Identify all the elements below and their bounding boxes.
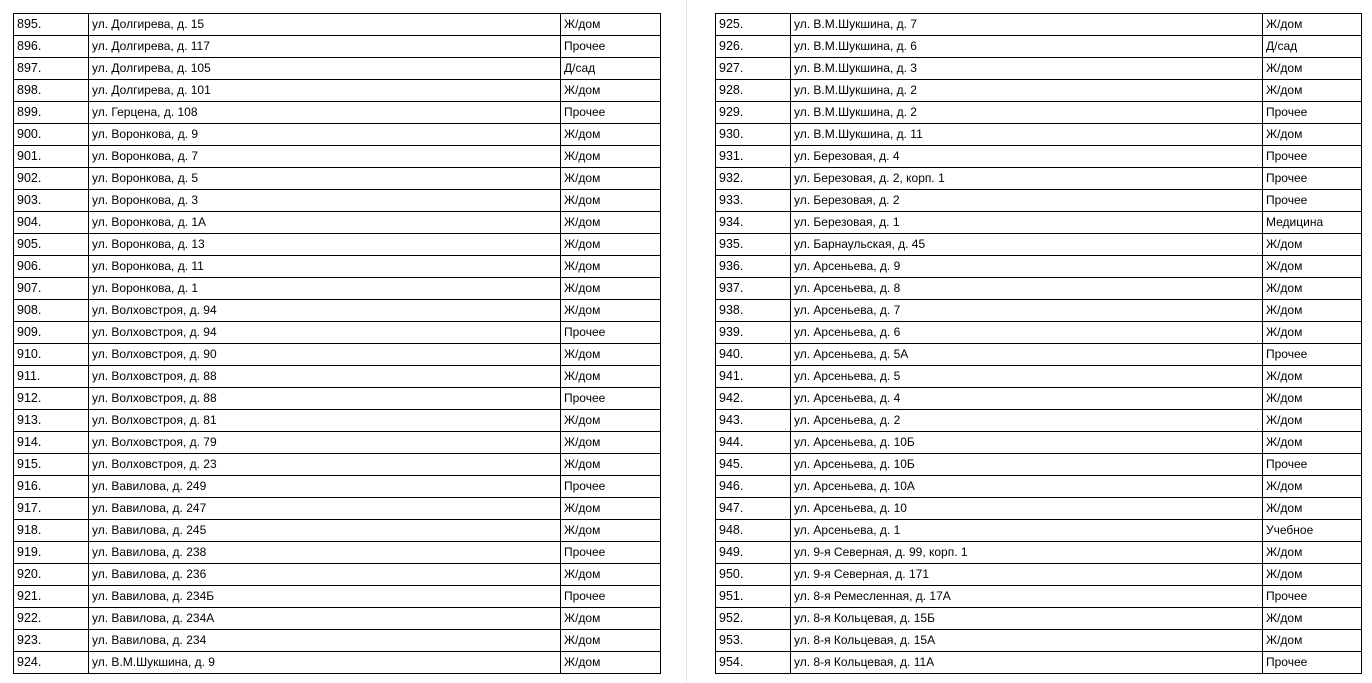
row-number-cell: 899. [14, 102, 89, 124]
address-cell: ул. Вавилова, д. 234Б [89, 586, 561, 608]
row-number-cell: 926. [716, 36, 791, 58]
address-cell: ул. Воронкова, д. 9 [89, 124, 561, 146]
row-number-cell: 914. [14, 432, 89, 454]
row-number-cell: 895. [14, 14, 89, 36]
object-type-cell: Ж/дом [561, 300, 661, 322]
object-type-cell: Ж/дом [1263, 256, 1362, 278]
object-type-cell: Прочее [1263, 454, 1362, 476]
row-number-cell: 928. [716, 80, 791, 102]
object-type-cell: Ж/дом [561, 146, 661, 168]
row-number-cell: 904. [14, 212, 89, 234]
table-row [14, 542, 661, 564]
address-cell: ул. Вавилова, д. 238 [89, 542, 561, 564]
object-type-cell: Ж/дом [561, 454, 661, 476]
object-type-cell: Ж/дом [561, 80, 661, 102]
address-cell: ул. Волховстроя, д. 88 [89, 388, 561, 410]
object-type-cell: Прочее [561, 476, 661, 498]
object-type-cell: Ж/дом [561, 278, 661, 300]
address-cell: ул. Долгирева, д. 105 [89, 58, 561, 80]
table-row [14, 520, 661, 542]
row-number-cell: 916. [14, 476, 89, 498]
row-number-cell: 911. [14, 366, 89, 388]
row-number-cell: 932. [716, 168, 791, 190]
row-number-cell: 925. [716, 14, 791, 36]
table-row [716, 58, 1362, 80]
table-row [716, 652, 1362, 674]
row-number-cell: 930. [716, 124, 791, 146]
object-type-cell: Прочее [561, 36, 661, 58]
object-type-cell: Ж/дом [561, 630, 661, 652]
row-number-cell: 909. [14, 322, 89, 344]
object-type-cell: Ж/дом [561, 520, 661, 542]
table-row [14, 476, 661, 498]
table-row [716, 322, 1362, 344]
object-type-cell: Ж/дом [1263, 630, 1362, 652]
address-cell: ул. Волховстроя, д. 90 [89, 344, 561, 366]
table-row [14, 498, 661, 520]
table-row [716, 212, 1362, 234]
row-number-cell: 923. [14, 630, 89, 652]
row-number-cell: 907. [14, 278, 89, 300]
row-number-cell: 908. [14, 300, 89, 322]
table-row [716, 102, 1362, 124]
object-type-cell: Ж/дом [561, 432, 661, 454]
row-number-cell: 946. [716, 476, 791, 498]
table-row [716, 476, 1362, 498]
address-cell: ул. Вавилова, д. 234А [89, 608, 561, 630]
row-number-cell: 924. [14, 652, 89, 674]
row-number-cell: 906. [14, 256, 89, 278]
object-type-cell: Медицина [1263, 212, 1362, 234]
table-row [14, 454, 661, 476]
table-row [716, 388, 1362, 410]
table-row [14, 80, 661, 102]
row-number-cell: 954. [716, 652, 791, 674]
object-type-cell: Ж/дом [561, 652, 661, 674]
row-number-cell: 945. [716, 454, 791, 476]
address-cell: ул. Арсеньева, д. 5А [791, 344, 1263, 366]
row-number-cell: 947. [716, 498, 791, 520]
address-cell: ул. Герцена, д. 108 [89, 102, 561, 124]
address-cell: ул. В.М.Шукшина, д. 2 [791, 102, 1263, 124]
table-row [14, 432, 661, 454]
object-type-cell: Прочее [1263, 652, 1362, 674]
address-cell: ул. Волховстроя, д. 94 [89, 300, 561, 322]
object-type-cell: Ж/дом [1263, 366, 1362, 388]
row-number-cell: 897. [14, 58, 89, 80]
address-cell: ул. Арсеньева, д. 4 [791, 388, 1263, 410]
object-type-cell: Ж/дом [561, 366, 661, 388]
table-row [14, 564, 661, 586]
table-row [716, 498, 1362, 520]
address-cell: ул. Березовая, д. 4 [791, 146, 1263, 168]
address-table-left [13, 13, 661, 674]
table-row [14, 586, 661, 608]
address-cell: ул. В.М.Шукшина, д. 11 [791, 124, 1263, 146]
address-cell: ул. Волховстроя, д. 88 [89, 366, 561, 388]
table-row [14, 168, 661, 190]
object-type-cell: Ж/дом [1263, 608, 1362, 630]
table-row [14, 190, 661, 212]
table-row [14, 36, 661, 58]
table-body [716, 14, 1362, 674]
address-cell: ул. Вавилова, д. 236 [89, 564, 561, 586]
table-row [14, 344, 661, 366]
table-row [14, 124, 661, 146]
address-cell: ул. В.М.Шукшина, д. 9 [89, 652, 561, 674]
table-row [716, 168, 1362, 190]
table-row [14, 388, 661, 410]
table-row [14, 212, 661, 234]
table-row [716, 256, 1362, 278]
table-row [14, 14, 661, 36]
address-cell: ул. Березовая, д. 2 [791, 190, 1263, 212]
object-type-cell: Ж/дом [1263, 410, 1362, 432]
table-row [716, 542, 1362, 564]
address-cell: ул. Воронкова, д. 13 [89, 234, 561, 256]
object-type-cell: Прочее [561, 542, 661, 564]
row-number-cell: 931. [716, 146, 791, 168]
address-cell: ул. Воронкова, д. 11 [89, 256, 561, 278]
address-cell: ул. Арсеньева, д. 1 [791, 520, 1263, 542]
object-type-cell: Прочее [1263, 146, 1362, 168]
address-cell: ул. 9-я Северная, д. 99, корп. 1 [791, 542, 1263, 564]
table-row [716, 14, 1362, 36]
address-cell: ул. Воронкова, д. 5 [89, 168, 561, 190]
object-type-cell: Ж/дом [1263, 124, 1362, 146]
object-type-cell: Ж/дом [561, 256, 661, 278]
object-type-cell: Ж/дом [1263, 14, 1362, 36]
table-row [14, 608, 661, 630]
address-cell: ул. Долгирева, д. 15 [89, 14, 561, 36]
object-type-cell: Ж/дом [1263, 542, 1362, 564]
object-type-cell: Ж/дом [1263, 388, 1362, 410]
table-row [716, 586, 1362, 608]
table-row [716, 608, 1362, 630]
address-cell: ул. 8-я Кольцевая, д. 11А [791, 652, 1263, 674]
address-cell: ул. В.М.Шукшина, д. 2 [791, 80, 1263, 102]
table-row [716, 454, 1362, 476]
row-number-cell: 941. [716, 366, 791, 388]
address-cell: ул. Арсеньева, д. 6 [791, 322, 1263, 344]
table-row [14, 366, 661, 388]
row-number-cell: 951. [716, 586, 791, 608]
row-number-cell: 940. [716, 344, 791, 366]
table-row [14, 630, 661, 652]
row-number-cell: 937. [716, 278, 791, 300]
row-number-cell: 933. [716, 190, 791, 212]
object-type-cell: Ж/дом [1263, 278, 1362, 300]
page-divider [686, 0, 687, 683]
object-type-cell: Ж/дом [1263, 322, 1362, 344]
address-cell: ул. Березовая, д. 2, корп. 1 [791, 168, 1263, 190]
object-type-cell: Ж/дом [1263, 234, 1362, 256]
table-row [716, 36, 1362, 58]
table-row [14, 278, 661, 300]
address-cell: ул. 8-я Кольцевая, д. 15Б [791, 608, 1263, 630]
address-cell: ул. Воронкова, д. 3 [89, 190, 561, 212]
address-cell: ул. Долгирева, д. 117 [89, 36, 561, 58]
address-cell: ул. Арсеньева, д. 8 [791, 278, 1263, 300]
row-number-cell: 910. [14, 344, 89, 366]
address-cell: ул. Вавилова, д. 234 [89, 630, 561, 652]
object-type-cell: Ж/дом [1263, 432, 1362, 454]
row-number-cell: 950. [716, 564, 791, 586]
row-number-cell: 944. [716, 432, 791, 454]
row-number-cell: 922. [14, 608, 89, 630]
object-type-cell: Ж/дом [1263, 80, 1362, 102]
table-row [716, 146, 1362, 168]
object-type-cell: Ж/дом [1263, 498, 1362, 520]
address-cell: ул. В.М.Шукшина, д. 3 [791, 58, 1263, 80]
row-number-cell: 952. [716, 608, 791, 630]
row-number-cell: 948. [716, 520, 791, 542]
object-type-cell: Прочее [1263, 190, 1362, 212]
row-number-cell: 918. [14, 520, 89, 542]
table-row [14, 146, 661, 168]
table-row [14, 322, 661, 344]
row-number-cell: 938. [716, 300, 791, 322]
address-cell: ул. Воронкова, д. 1 [89, 278, 561, 300]
row-number-cell: 917. [14, 498, 89, 520]
table-row [716, 564, 1362, 586]
address-cell: ул. Арсеньева, д. 10А [791, 476, 1263, 498]
table-row [716, 410, 1362, 432]
address-cell: ул. Вавилова, д. 249 [89, 476, 561, 498]
row-number-cell: 915. [14, 454, 89, 476]
object-type-cell: Ж/дом [561, 168, 661, 190]
object-type-cell: Ж/дом [561, 124, 661, 146]
row-number-cell: 902. [14, 168, 89, 190]
row-number-cell: 949. [716, 542, 791, 564]
address-cell: ул. В.М.Шукшина, д. 7 [791, 14, 1263, 36]
object-type-cell: Ж/дом [561, 14, 661, 36]
address-cell: ул. Вавилова, д. 247 [89, 498, 561, 520]
address-cell: ул. Арсеньева, д. 10Б [791, 432, 1263, 454]
address-cell: ул. Волховстроя, д. 23 [89, 454, 561, 476]
row-number-cell: 901. [14, 146, 89, 168]
object-type-cell: Прочее [1263, 586, 1362, 608]
address-table-right [715, 13, 1362, 674]
row-number-cell: 903. [14, 190, 89, 212]
row-number-cell: 920. [14, 564, 89, 586]
address-cell: ул. 9-я Северная, д. 171 [791, 564, 1263, 586]
address-cell: ул. Арсеньева, д. 2 [791, 410, 1263, 432]
table-row [716, 278, 1362, 300]
address-cell: ул. Березовая, д. 1 [791, 212, 1263, 234]
row-number-cell: 929. [716, 102, 791, 124]
object-type-cell: Ж/дом [1263, 300, 1362, 322]
address-cell: ул. В.М.Шукшина, д. 6 [791, 36, 1263, 58]
row-number-cell: 935. [716, 234, 791, 256]
object-type-cell: Ж/дом [561, 498, 661, 520]
address-cell: ул. 8-я Ремесленная, д. 17А [791, 586, 1263, 608]
object-type-cell: Прочее [561, 586, 661, 608]
address-cell: ул. Волховстроя, д. 94 [89, 322, 561, 344]
table-row [716, 366, 1362, 388]
table-row [14, 58, 661, 80]
table-row [14, 300, 661, 322]
row-number-cell: 953. [716, 630, 791, 652]
address-cell: ул. Арсеньева, д. 5 [791, 366, 1263, 388]
row-number-cell: 913. [14, 410, 89, 432]
row-number-cell: 943. [716, 410, 791, 432]
table-row [716, 234, 1362, 256]
object-type-cell: Ж/дом [1263, 476, 1362, 498]
row-number-cell: 942. [716, 388, 791, 410]
table-row [716, 520, 1362, 542]
object-type-cell: Прочее [561, 388, 661, 410]
table-row [716, 432, 1362, 454]
row-number-cell: 898. [14, 80, 89, 102]
table-row [14, 410, 661, 432]
row-number-cell: 939. [716, 322, 791, 344]
table-row [14, 256, 661, 278]
object-type-cell: Прочее [1263, 168, 1362, 190]
object-type-cell: Учебное [1263, 520, 1362, 542]
table-row [14, 102, 661, 124]
address-cell: ул. 8-я Кольцевая, д. 15А [791, 630, 1263, 652]
object-type-cell: Ж/дом [561, 344, 661, 366]
row-number-cell: 905. [14, 234, 89, 256]
address-cell: ул. Волховстроя, д. 81 [89, 410, 561, 432]
object-type-cell: Ж/дом [561, 190, 661, 212]
table-row [716, 630, 1362, 652]
object-type-cell: Прочее [561, 102, 661, 124]
object-type-cell: Прочее [1263, 344, 1362, 366]
row-number-cell: 896. [14, 36, 89, 58]
row-number-cell: 936. [716, 256, 791, 278]
row-number-cell: 934. [716, 212, 791, 234]
table-row [716, 124, 1362, 146]
table-row [716, 300, 1362, 322]
address-cell: ул. Вавилова, д. 245 [89, 520, 561, 542]
address-cell: ул. Воронкова, д. 7 [89, 146, 561, 168]
table-row [14, 234, 661, 256]
object-type-cell: Ж/дом [561, 410, 661, 432]
row-number-cell: 927. [716, 58, 791, 80]
object-type-cell: Ж/дом [1263, 58, 1362, 80]
object-type-cell: Ж/дом [1263, 564, 1362, 586]
address-cell: ул. Арсеньева, д. 7 [791, 300, 1263, 322]
table-row [716, 344, 1362, 366]
address-cell: ул. Барнаульская, д. 45 [791, 234, 1263, 256]
address-cell: ул. Арсеньева, д. 9 [791, 256, 1263, 278]
row-number-cell: 919. [14, 542, 89, 564]
table-body [14, 14, 661, 674]
address-cell: ул. Воронкова, д. 1А [89, 212, 561, 234]
object-type-cell: Ж/дом [561, 608, 661, 630]
row-number-cell: 912. [14, 388, 89, 410]
address-cell: ул. Арсеньева, д. 10 [791, 498, 1263, 520]
address-cell: ул. Долгирева, д. 101 [89, 80, 561, 102]
object-type-cell: Д/сад [561, 58, 661, 80]
address-cell: ул. Арсеньева, д. 10Б [791, 454, 1263, 476]
object-type-cell: Прочее [561, 322, 661, 344]
object-type-cell: Ж/дом [561, 564, 661, 586]
object-type-cell: Д/сад [1263, 36, 1362, 58]
table-row [14, 652, 661, 674]
row-number-cell: 900. [14, 124, 89, 146]
table-row [716, 190, 1362, 212]
object-type-cell: Ж/дом [561, 212, 661, 234]
row-number-cell: 921. [14, 586, 89, 608]
object-type-cell: Прочее [1263, 102, 1362, 124]
address-cell: ул. Волховстроя, д. 79 [89, 432, 561, 454]
table-row [716, 80, 1362, 102]
object-type-cell: Ж/дом [561, 234, 661, 256]
